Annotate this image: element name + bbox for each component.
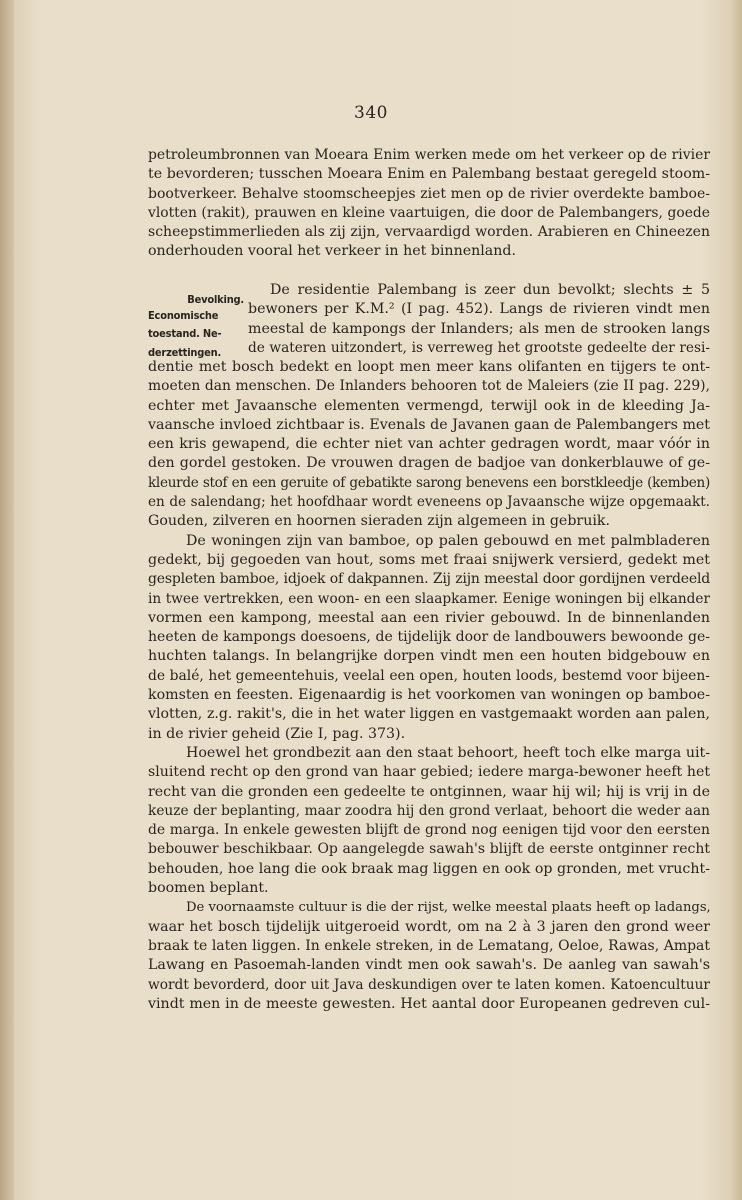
text-line: echter met Javaansche elementen vermengd, terwijl ook in de kleeding Ja- — [148, 397, 710, 414]
text-line: bewoners per K.M.² (I pag. 452). Langs de rivieren vindt men — [248, 301, 710, 318]
page-number: 340 — [354, 103, 388, 123]
text-line: in twee vertrekken, een woon- en een slaapkamer. Eenige woningen bij elkander — [148, 590, 710, 607]
text-line: den gordel gestoken. De vrouwen dragen de badjoe van donkerblauwe of ge- — [148, 455, 710, 472]
paragraph-2-beside-sidenote — [248, 281, 710, 358]
text-line: de wateren uitzondert, is verreweg het grootste gedeelte der resi- — [248, 339, 710, 356]
text-line: vlotten, z.g. rakit's, die in het water liggen en vastgemaakt worden aan palen, — [148, 706, 710, 723]
text-line: bootverkeer. Behalve stoomscheepjes ziet men op de rivier overdekte bamboe- — [148, 185, 710, 202]
text-line: De voornaamste cultuur is die der rijst, welke meestal plaats heeft op ladangs, — [186, 900, 711, 916]
text-line: scheepstimmerlieden als zij zijn, vervaardigd worden. Arabieren en Chineezen — [148, 224, 710, 241]
text-line: te bevorderen; tusschen Moeara Enim en Palembang bestaat geregeld stoom- — [148, 166, 710, 183]
text-line: meestal de kampongs der Inlanders; als men de strooken langs — [248, 320, 710, 337]
sidenote-line: toestand. Ne- — [148, 327, 222, 340]
sidenote-line: derzettingen. — [148, 346, 222, 359]
text-line: boomen beplant. — [148, 880, 269, 897]
text-line: onderhouden vooral het verkeer in het binnenland. — [148, 243, 516, 260]
text-line: heeten de kampongs doesoens, de tijdelijk door de landbouwers bewoonde ge- — [148, 629, 710, 646]
text-line: de balé, het gemeentehuis, veelal een open, houten loods, bestemd voor bijeen- — [148, 667, 710, 684]
text-line: sluitend recht op den grond van haar gebied; iedere marga-bewoner heeft het — [148, 764, 710, 781]
text-line: vindt men in de meeste gewesten. Het aantal door Europeanen gedreven cul- — [148, 995, 710, 1012]
text-line: Gouden, zilveren en hoornen sieraden zijn algemeen in gebruik. — [148, 513, 610, 530]
text-line: recht van die gronden een gedeelte te ontginnen, waar hij wil; hij is vrij in de — [148, 783, 710, 800]
text-line: petroleumbronnen van Moeara Enim werken mede om het verkeer op de rivier — [148, 147, 710, 163]
text-line: behouden, hoe lang die ook braak mag liggen en ook op gronden, met vrucht- — [148, 860, 710, 877]
text-line: vormen een kampong, meestal aan een rivier gebouwd. In de binnenlanden — [148, 609, 710, 626]
text-line: braak te laten liggen. In enkele streken, in de Lematang, Oeloe, Rawas, Ampat — [148, 937, 710, 954]
text-line: gespleten bamboe, idjoek of dakpannen. Zij zijn meestal door gordijnen verdeeld — [148, 571, 710, 588]
text-line: en de salendang; het hoofdhaar wordt eveneens op Javaansche wijze opgemaakt. — [148, 494, 710, 511]
text-line: komsten en feesten. Eigenaardig is het voorkomen van woningen op bamboe- — [148, 687, 710, 704]
page-gutter-shadow — [0, 0, 14, 1200]
main-text — [148, 358, 710, 1014]
text-line: bebouwer beschikbaar. Op aangelegde sawah's blijft de eerste ontginner recht — [148, 841, 710, 858]
text-line: dentie met bosch bedekt en loopt men meer kans olifanten en tijgers te ont- — [148, 359, 710, 375]
text-line: moeten dan menschen. De Inlanders behooren tot de Maleiers (zie II pag. 229), — [148, 378, 710, 395]
text-line: in de rivier geheid (Zie I, pag. 373). — [148, 725, 406, 742]
text-line: kleurde stof en een geruite of gebatikte sarong benevens een borstkleedje (kemben) — [148, 474, 710, 491]
text-line: huchten talangs. In belangrijke dorpen vindt men een houten bidgebouw en — [148, 648, 710, 665]
text-line: waar het bosch tijdelijk uitgeroeid wordt, om na 2 à 3 jaren den grond weer — [148, 918, 710, 935]
text-line: De woningen zijn van bamboe, op palen gebouwd en met palmbladeren — [186, 532, 710, 549]
text-line: Hoewel het grondbezit aan den staat behoort, heeft toch elke marga uit- — [186, 744, 710, 761]
text-line: wordt bevorderd, door uit Java deskundigen over te laten komen. Katoencultuur — [148, 976, 710, 993]
paragraph-1 — [148, 146, 710, 262]
text-line: vaansche invloed zichtbaar is. Evenals de Javanen gaan de Palembangers met — [148, 416, 710, 433]
text-line: gedekt, bij gegoeden van hout, soms met fraai snijwerk versierd, gedekt met — [148, 551, 710, 568]
text-line: de marga. In enkele gewesten blijft de grond nog eenigen tijd voor den eersten — [148, 822, 710, 839]
text-line: Lawang en Pasoemah-landen vindt men ook sawah's. De aanleg van sawah's — [148, 957, 710, 974]
margin-sidenote — [148, 292, 244, 362]
text-line: De residentie Palembang is zeer dun bevolkt; slechts ± 5 — [270, 282, 710, 298]
sidenote-line: Bevolking. — [187, 293, 244, 306]
text-line: een kris gewapend, die echter niet van achter gedragen wordt, maar vóór in — [148, 436, 710, 453]
text-line: keuze der beplanting, maar zoodra hij den grond verlaat, behoort die weder aan — [148, 802, 710, 819]
text-line: vlotten (rakit), prauwen en kleine vaartuigen, die door de Palembangers, goede — [148, 204, 710, 221]
sidenote-line: Economische — [148, 309, 219, 322]
